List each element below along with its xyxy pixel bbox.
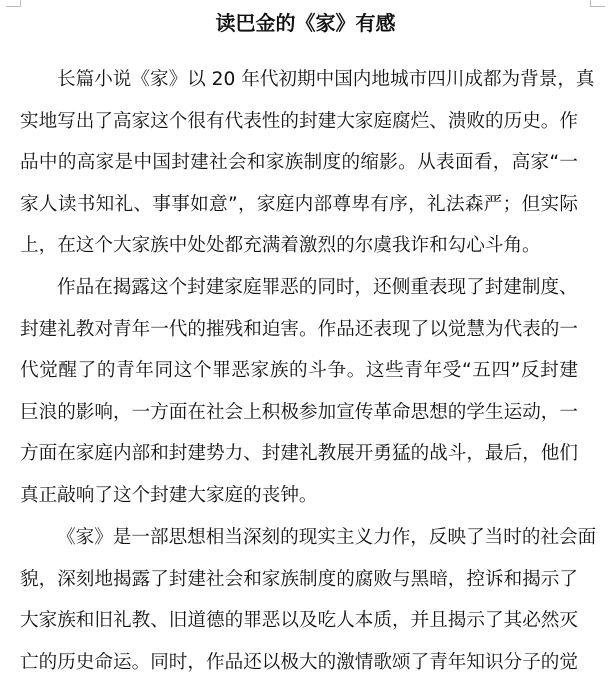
text-line: 大家族和旧礼教、旧道德的罪恶以及吃人本质，并且揭示了其必然灭	[20, 610, 578, 631]
text-line: 实地写出了高家这个很有代表性的封建大家庭腐烂、溃败的历史。作	[20, 111, 578, 132]
text-line: 亡的历史命运。同时，作品还以极大的激情歌颂了青年知识分子的觉	[20, 652, 578, 673]
page-corner-mark-left	[6, 0, 21, 7]
text-line: 品中的高家是中国封建社会和家族制度的缩影。从表面看，高家“一	[20, 152, 578, 173]
text-line: 貌，深刻地揭露了封建社会和家族制度的腐败与黑暗，控诉和揭示了	[20, 569, 578, 590]
text-line: 代觉醒了的青年同这个罪恶家族的斗争。这些青年受“五四”反封建	[20, 360, 578, 381]
page-corner-mark-right	[590, 0, 605, 7]
text-line: 封建礼教对青年一代的摧残和迫害。作品还表现了以觉慧为代表的一	[20, 319, 578, 340]
text-line: 长篇小说《家》以 20 年代初期中国内地城市四川成都为背景，真	[57, 69, 595, 90]
text-line: 巨浪的影响，一方面在社会上积极参加宣传革命思想的学生运动，一	[20, 402, 578, 423]
text-line: 《家》是一部思想相当深刻的现实主义力作，反映了当时的社会面	[57, 527, 597, 548]
text-line: 作品在揭露这个封建家庭罪恶的同时，还侧重表现了封建制度、	[57, 277, 578, 298]
text-line: 方面在家庭内部和封建势力、封建礼教展开勇猛的战斗，最后，他们	[20, 443, 578, 464]
text-line: 家人读书知礼、事事如意”，家庭内部尊卑有序，礼法森严；但实际	[20, 194, 578, 215]
document-title: 读巴金的《家》有感	[215, 11, 396, 35]
text-line: 上，在这个大家族中处处都充满着激烈的尔虞我诈和勾心斗角。	[20, 235, 541, 256]
text-line: 真正敲响了这个封建大家庭的丧钟。	[20, 485, 318, 506]
